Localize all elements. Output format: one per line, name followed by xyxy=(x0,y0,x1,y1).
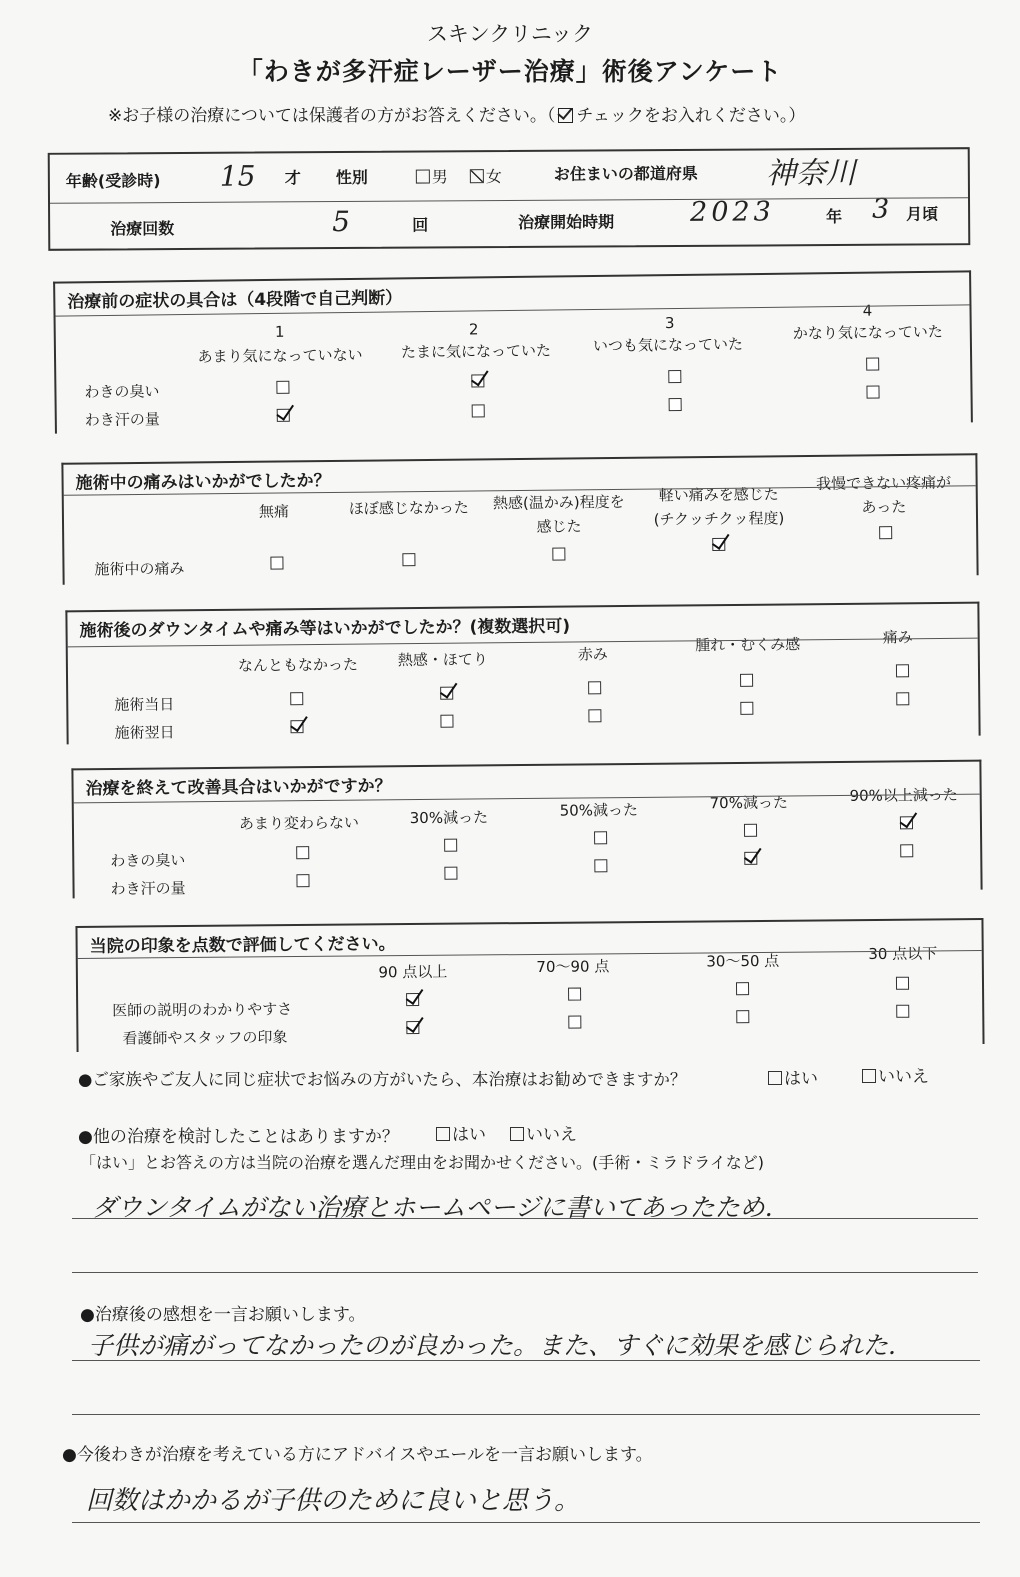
checkbox[interactable] xyxy=(440,687,453,700)
other-no-label: いいえ xyxy=(526,1125,577,1145)
survey-title: 「わきが多汗症レーザー治療」術後アンケート xyxy=(237,57,783,86)
checkbox[interactable] xyxy=(444,839,457,852)
checkbox[interactable] xyxy=(736,1010,749,1023)
checkbox[interactable] xyxy=(270,556,283,569)
answer-line xyxy=(72,1360,980,1361)
column-header: あまり変わらない xyxy=(238,813,360,833)
row-label: わきの臭い xyxy=(84,382,160,402)
answer-line xyxy=(72,1218,978,1219)
section-symptoms xyxy=(53,270,973,433)
other-yes-checkbox[interactable] xyxy=(436,1127,450,1141)
checkbox[interactable] xyxy=(896,692,909,705)
age-label: 年齢(受診時) xyxy=(65,171,161,191)
checkbox[interactable] xyxy=(406,993,419,1006)
other-yes-option[interactable] xyxy=(436,1120,486,1145)
section-downtime xyxy=(65,602,980,745)
age-unit: 才 xyxy=(284,168,301,188)
checkbox[interactable] xyxy=(740,674,753,687)
section-title-pain: 施術中の痛みはいかがでしたか？ xyxy=(75,470,331,494)
checkbox[interactable] xyxy=(276,381,289,394)
column-header: 70～90 点 xyxy=(536,957,610,976)
column-header: 熱感・ほてり xyxy=(397,650,488,670)
column-header: 30～50 点 xyxy=(706,951,780,971)
recommend-yes-option[interactable] xyxy=(768,1064,818,1089)
column-header: 30%減った xyxy=(409,808,489,828)
impression-answer[interactable]: 子供が痛がってなかったのが良かった。また、すぐに効果を感じられた. xyxy=(88,1331,896,1360)
start-period-label: 治療開始時期 xyxy=(518,212,615,232)
row-label: 施術翌日 xyxy=(114,723,175,742)
checkbox[interactable] xyxy=(594,831,607,844)
recommend-no-label: いいえ xyxy=(878,1067,929,1087)
checkbox[interactable] xyxy=(471,374,484,387)
checkbox[interactable] xyxy=(552,548,565,561)
row-label: わきの臭い xyxy=(110,851,186,871)
checkbox[interactable] xyxy=(296,874,309,887)
treatment-count-value[interactable]: 5 xyxy=(332,204,351,239)
column-number: 2 xyxy=(468,320,479,339)
column-header: 腫れ・むくみ感 xyxy=(695,635,801,655)
column-header: 50%減った xyxy=(559,800,639,820)
column-header-line2: 感じた xyxy=(536,517,582,536)
checkbox[interactable] xyxy=(668,370,681,383)
other-no-option[interactable] xyxy=(510,1120,577,1145)
checkbox[interactable] xyxy=(736,982,749,995)
other-no-checkbox[interactable] xyxy=(510,1127,524,1141)
row-label: 医師の説明のわかりやすさ xyxy=(112,1000,293,1020)
section-title-impression: 当院の印象を点数で評価してください。 xyxy=(89,934,396,957)
answer-line xyxy=(72,1272,978,1273)
column-header: たまに気になっていた xyxy=(400,341,552,362)
column-header: 70%減った xyxy=(709,793,789,813)
checkbox[interactable] xyxy=(879,526,892,539)
column-header-line2: あった xyxy=(861,497,907,517)
checkbox[interactable] xyxy=(740,702,753,715)
column-header: 無痛 xyxy=(258,502,290,521)
checkbox[interactable] xyxy=(277,409,290,422)
profile-divider xyxy=(50,197,968,204)
row-label: 看護師やスタッフの印象 xyxy=(122,1028,288,1048)
column-header: 30 点以下 xyxy=(868,944,938,964)
row-label: 施術当日 xyxy=(114,695,175,714)
checkbox[interactable] xyxy=(744,824,757,837)
checkbox[interactable] xyxy=(896,1005,909,1018)
row-label: わき汗の量 xyxy=(110,879,186,898)
column-header: かなり気になっていた xyxy=(792,322,943,343)
start-year-value[interactable]: 2023 xyxy=(689,196,775,228)
section-impression xyxy=(75,918,984,1052)
treatment-count-label: 治療回数 xyxy=(110,219,175,239)
impression-question: ●治療後の感想を一言お願いします。 xyxy=(80,1305,366,1325)
checkmark-icon xyxy=(558,108,573,123)
checkbox[interactable] xyxy=(712,538,725,551)
row-label: わき汗の量 xyxy=(84,410,160,430)
checkbox[interactable] xyxy=(588,709,601,722)
month-unit: 月頃 xyxy=(906,204,939,224)
checkbox[interactable] xyxy=(406,1021,419,1034)
checkbox[interactable] xyxy=(866,358,879,371)
checkbox[interactable] xyxy=(594,859,607,872)
note-text-before: ※お子様の治療については保護者の方がお答えください。（ xyxy=(108,106,556,126)
section-improvement xyxy=(71,760,982,899)
age-value[interactable]: 15 xyxy=(219,159,256,193)
column-header: 痛み xyxy=(882,628,913,647)
gender-female-option[interactable] xyxy=(470,164,502,187)
checkbox[interactable] xyxy=(669,398,682,411)
checkbox[interactable] xyxy=(744,852,757,865)
recommend-yes-checkbox[interactable] xyxy=(768,1071,782,1085)
profile-box xyxy=(48,147,971,251)
column-header-line2: (チクッチクッ程度) xyxy=(653,509,785,529)
column-header: 熱感(温かみ)程度を xyxy=(492,492,625,513)
section-title-improvement: 治療を終えて改善具合はいかがですか？ xyxy=(85,776,392,800)
clinic-name: スキンクリニック xyxy=(426,22,594,46)
column-number: 3 xyxy=(664,314,675,333)
section-pain xyxy=(61,453,978,585)
recommend-no-option[interactable] xyxy=(862,1062,929,1087)
reason-answer[interactable]: ダウンタイムがない治療とホームページに書いてあったため. xyxy=(92,1193,773,1222)
checkbox[interactable] xyxy=(866,386,879,399)
advice-answer[interactable]: 回数はかかるが子供のために良いと思う。 xyxy=(86,1486,581,1516)
checkbox[interactable] xyxy=(900,816,913,829)
column-header: 90 点以上 xyxy=(378,962,448,982)
row-label: 施術中の痛み xyxy=(94,559,185,579)
column-header: ほぼ感じなかった xyxy=(348,498,469,518)
recommend-no-checkbox[interactable] xyxy=(862,1069,876,1083)
checkbox[interactable] xyxy=(290,692,303,705)
other-treatment-question: ●他の治療を検討したことはありますか？ xyxy=(78,1127,399,1147)
gender-female-label: 女 xyxy=(485,167,502,187)
column-header: 我慢できない疼痛が xyxy=(816,473,952,493)
checkbox[interactable] xyxy=(588,681,601,694)
column-header: 90%以上減った xyxy=(849,785,958,805)
instruction-note xyxy=(108,101,805,126)
checkbox[interactable] xyxy=(900,844,913,857)
checkbox[interactable] xyxy=(296,846,309,859)
gender-label: 性別 xyxy=(335,167,368,188)
checkbox[interactable] xyxy=(472,404,485,417)
recommend-question: ●ご家族やご友人に同じ症状でお悩みの方がいたら、本治療はお勧めできますか？ xyxy=(78,1070,687,1089)
recommend-yes-label: はい xyxy=(784,1069,818,1089)
section-title-downtime: 施術後のダウンタイムや痛み等はいかがでしたか？(複数選択可) xyxy=(79,616,571,642)
prefecture-value[interactable]: 神奈川 xyxy=(765,155,856,192)
column-header: なんともなかった xyxy=(237,655,358,675)
column-number: 4 xyxy=(862,301,873,320)
section-title-symptoms: 治療前の症状の具合は（4段階で自己判断） xyxy=(67,288,403,313)
answer-line xyxy=(72,1522,980,1523)
checkbox[interactable] xyxy=(290,720,303,733)
gender-male-checkbox[interactable] xyxy=(416,169,430,183)
column-header: 赤み xyxy=(577,645,608,664)
note-text-after: チェックをお入れください。） xyxy=(576,106,806,126)
treatment-count-unit: 回 xyxy=(412,215,429,235)
answer-line xyxy=(72,1414,980,1415)
reason-question: 「はい」とお答えの方は当院の治療を選んだ理由をお聞かせください。(手術・ミラドライなど) xyxy=(80,1153,765,1172)
column-header: あまり気になっていない xyxy=(197,345,363,366)
checkbox[interactable] xyxy=(568,1016,581,1029)
start-month-value[interactable]: 3 xyxy=(871,193,890,225)
year-unit: 年 xyxy=(826,206,843,227)
checkbox[interactable] xyxy=(402,553,415,566)
checkbox[interactable] xyxy=(896,977,909,990)
gender-male-option[interactable] xyxy=(416,164,448,187)
column-header: 軽い痛みを感じた xyxy=(658,485,779,505)
gender-male-label: 男 xyxy=(431,167,448,187)
checkbox[interactable] xyxy=(568,988,581,1001)
checkbox[interactable] xyxy=(444,867,457,880)
advice-question: ●今後わきが治療を考えている方にアドバイスやエールを一言お願いします。 xyxy=(62,1445,653,1465)
other-yes-label: はい xyxy=(452,1125,486,1145)
checkbox[interactable] xyxy=(440,715,453,728)
gender-female-checkbox[interactable] xyxy=(470,169,484,183)
checkbox[interactable] xyxy=(896,664,909,677)
prefecture-label: お住まいの都道府県 xyxy=(553,163,698,184)
column-header: いつも気になっていた xyxy=(592,335,744,356)
column-number: 1 xyxy=(274,322,285,341)
